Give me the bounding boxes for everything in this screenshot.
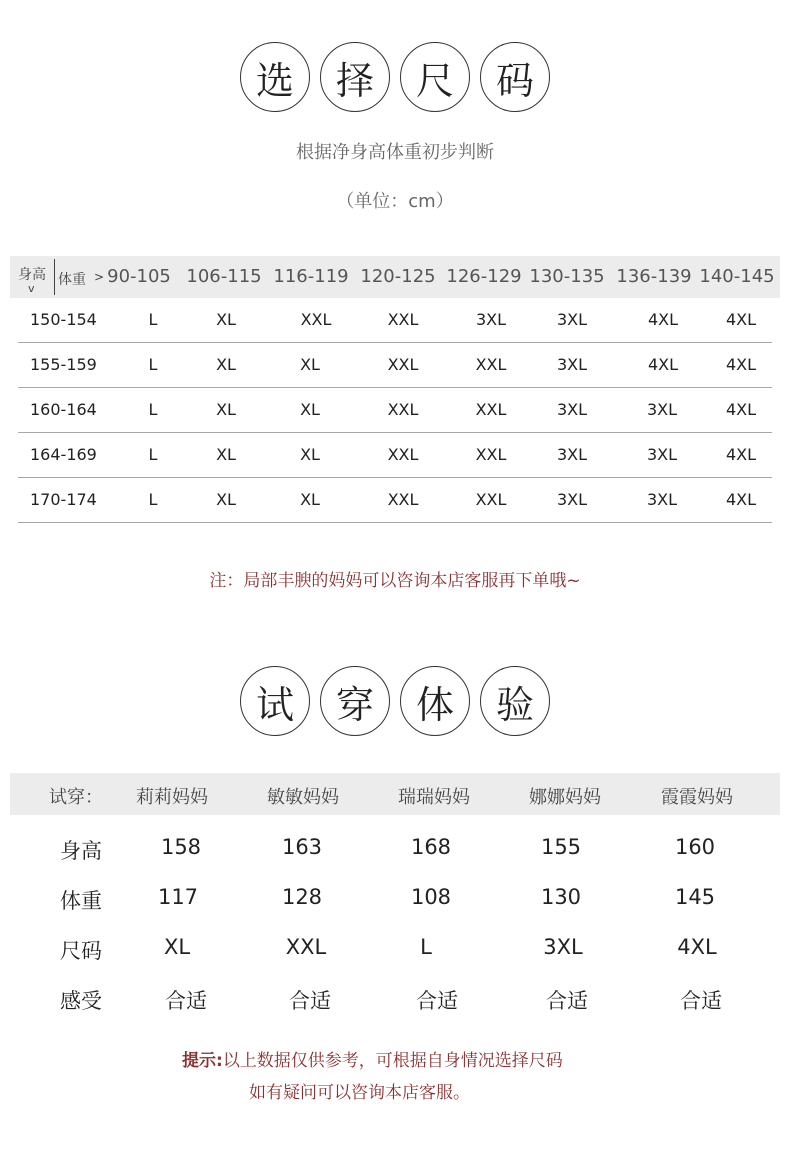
chevron-right-icon: > [94, 270, 105, 284]
size-cell: XL [216, 445, 236, 464]
tip-prefix: 提示: [182, 1051, 223, 1071]
try-cell: 合适 [680, 989, 722, 1013]
size-cell: 3XL [556, 400, 588, 419]
size-cell: L [148, 490, 158, 509]
size-cell: XL [216, 400, 236, 419]
try-cell: 160 [674, 835, 716, 859]
try-row-label: 体重 [60, 889, 102, 913]
size-table-row [18, 478, 772, 523]
tip-text: 以上数据仅供参考，可根据自身情况选择尺码 [222, 1051, 563, 1071]
try-cell: 4XL [677, 935, 717, 959]
size-cell: XL [216, 490, 236, 509]
size-cell: 3XL [646, 490, 678, 509]
size-table-row [18, 388, 772, 433]
size-cell: XL [300, 490, 320, 509]
try-title-char: 穿 [320, 666, 390, 736]
size-cell: L [148, 400, 158, 419]
try-title-char: 验 [480, 666, 550, 736]
size-cell: 4XL [725, 400, 757, 419]
try-row-size [0, 929, 790, 969]
model-name: 霞霞妈妈 [661, 787, 733, 808]
model-name: 敏敏妈妈 [267, 787, 339, 808]
size-title-char: 选 [240, 42, 310, 112]
row-height: 164-169 [30, 445, 97, 464]
try-title-char: 体 [400, 666, 470, 736]
row-height: 160-164 [30, 400, 97, 419]
try-cell: L [420, 935, 432, 959]
size-cell: 3XL [475, 310, 507, 329]
try-cell: XL [163, 935, 191, 959]
tip-line-2: 如有疑问可以咨询本店客服。 [249, 1083, 470, 1103]
size-cell: 4XL [647, 355, 679, 374]
try-cell: 130 [540, 885, 582, 909]
size-table-row [18, 433, 772, 478]
size-cell: XXL [475, 445, 507, 464]
try-cell: 合适 [546, 989, 588, 1013]
size-cell: 4XL [725, 490, 757, 509]
corner-divider [54, 259, 55, 295]
model-name: 娜娜妈妈 [529, 787, 601, 808]
try-cell: 145 [674, 885, 716, 909]
try-title-char: 试 [240, 666, 310, 736]
size-unit: （单位：cm） [336, 191, 454, 212]
size-cell: XL [300, 355, 320, 374]
size-table-header [10, 256, 780, 298]
size-cell: 3XL [646, 445, 678, 464]
try-row-feeling [0, 979, 790, 1019]
try-row-label: 身高 [60, 839, 102, 863]
try-row-height [0, 829, 790, 869]
weight-header: 136-139 [616, 266, 692, 287]
row-height: 150-154 [30, 310, 97, 329]
size-cell: 4XL [647, 310, 679, 329]
size-cell: 4XL [725, 445, 757, 464]
size-title [0, 42, 790, 112]
size-cell: 3XL [556, 445, 588, 464]
weight-header: 106-115 [186, 266, 262, 287]
size-cell: 3XL [556, 490, 588, 509]
corner-weight-label: 体重 [58, 272, 86, 288]
weight-header: 126-129 [446, 266, 522, 287]
size-cell: L [148, 355, 158, 374]
model-name: 瑞瑞妈妈 [398, 787, 470, 808]
size-cell: XXL [300, 310, 332, 329]
try-cell: 158 [160, 835, 202, 859]
try-head-label: 试穿： [49, 787, 103, 808]
size-cell: XL [216, 355, 236, 374]
size-cell: XXL [475, 490, 507, 509]
size-cell: 4XL [725, 355, 757, 374]
size-cell: 3XL [646, 400, 678, 419]
size-table-row [18, 343, 772, 388]
size-cell: L [148, 310, 158, 329]
size-cell: XXL [475, 355, 507, 374]
weight-header: 90-105 [107, 266, 171, 287]
size-cell: XL [300, 400, 320, 419]
size-cell: 4XL [725, 310, 757, 329]
try-cell: 合适 [289, 989, 331, 1013]
corner-height-label: 身高 [18, 267, 46, 283]
try-cell: 155 [540, 835, 582, 859]
size-cell: XXL [387, 400, 419, 419]
row-height: 155-159 [30, 355, 97, 374]
try-cell: 117 [157, 885, 199, 909]
try-row-label: 感受 [60, 989, 102, 1013]
try-cell: 108 [410, 885, 452, 909]
size-cell: XL [300, 445, 320, 464]
try-row-label: 尺码 [60, 939, 102, 963]
size-cell: L [148, 445, 158, 464]
size-title-char: 尺 [400, 42, 470, 112]
size-cell: XXL [387, 490, 419, 509]
size-subtitle: 根据净身高体重初步判断 [296, 142, 494, 163]
model-name: 莉莉妈妈 [136, 787, 208, 808]
try-cell: 128 [281, 885, 323, 909]
try-cell: 163 [281, 835, 323, 859]
try-table-header [10, 773, 780, 815]
size-cell: XXL [387, 310, 419, 329]
row-height: 170-174 [30, 490, 97, 509]
tip-line-1 [182, 1046, 563, 1071]
try-cell: 合适 [165, 989, 207, 1013]
try-cell: XXL [285, 935, 327, 959]
weight-header: 140-145 [699, 266, 775, 287]
weight-header: 130-135 [529, 266, 605, 287]
chevron-down-icon: v [28, 282, 35, 295]
try-cell: 合适 [416, 989, 458, 1013]
try-row-weight [0, 879, 790, 919]
size-note: 注：局部丰腴的妈妈可以咨询本店客服再下单哦~ [209, 571, 581, 591]
size-table-row [18, 298, 772, 343]
try-cell: 3XL [543, 935, 583, 959]
size-cell: XL [216, 310, 236, 329]
size-cell: XXL [387, 355, 419, 374]
size-cell: 3XL [556, 310, 588, 329]
size-title-char: 码 [480, 42, 550, 112]
size-cell: XXL [475, 400, 507, 419]
weight-header: 120-125 [360, 266, 436, 287]
size-cell: 3XL [556, 355, 588, 374]
try-title [0, 666, 790, 736]
size-title-char: 择 [320, 42, 390, 112]
try-cell: 168 [410, 835, 452, 859]
weight-header: 116-119 [273, 266, 349, 287]
size-cell: XXL [387, 445, 419, 464]
